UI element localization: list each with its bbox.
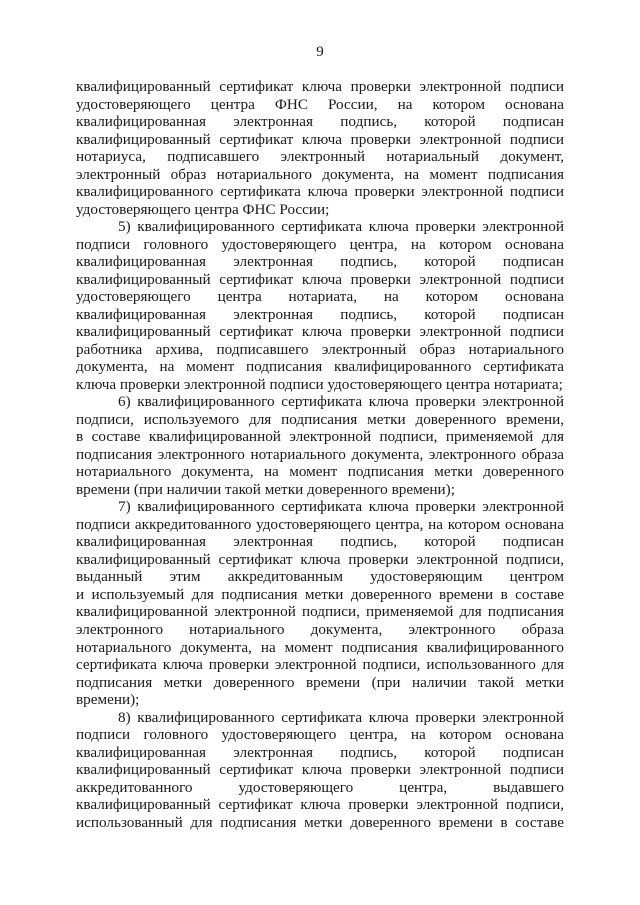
text-line: 5) квалифицированного сертификата ключа проверки электронной xyxy=(118,218,564,236)
text-line: квалифицированный сертификат ключа проверки электронной подписи xyxy=(76,78,564,95)
text-line: использованный для подписания метки доверенного времени в составе xyxy=(76,813,564,831)
text-line: удостоверяющего центра ФНС России; xyxy=(76,200,330,218)
text-line: документа, на момент подписания квалифицированного сертификата xyxy=(76,358,564,376)
text-line: квалифицированная электронная подпись, которой подписан xyxy=(76,305,564,323)
text-line: электронный образ нотариального документа, на момент подписания xyxy=(76,165,564,183)
text-line: квалифицированный сертификат ключа проверки электронной подписи, xyxy=(76,550,564,568)
text-line: подписания электронного нотариального документа, электронного образа xyxy=(76,445,564,463)
document-body xyxy=(76,78,564,831)
text-line: сертификата ключа проверки электронной подписи, использованного для xyxy=(76,656,564,674)
text-line: 6) квалифицированного сертификата ключа проверки электронной xyxy=(118,393,564,411)
text-line: подписи, используемого для подписания метки доверенного времени, xyxy=(76,410,564,428)
text-line: квалифицированная электронная подпись, которой подписан xyxy=(76,743,564,761)
text-line: времени); xyxy=(76,691,140,709)
text-line: подписи головного удостоверяющего центра, на котором основана xyxy=(76,235,564,253)
text-line: электронного нотариального документа, электронного образа xyxy=(76,620,564,638)
text-line: подписания метки доверенного времени (при наличии такой метки xyxy=(76,673,564,691)
text-line: квалифицированный сертификат ключа проверки электронной подписи, xyxy=(76,796,564,814)
text-line: и используемый для подписания метки доверенного времени в составе xyxy=(76,585,564,603)
text-line: удостоверяющего центра нотариата, на котором основана xyxy=(76,288,564,306)
text-line: в составе квалифицированной электронной подписи, применяемой для xyxy=(76,428,564,446)
text-line: квалифицированный сертификат ключа проверки электронной подписи xyxy=(76,130,564,148)
text-line: подписи аккредитованного удостоверяющего центра, на котором основана xyxy=(76,515,564,533)
text-line: квалифицированного сертификата ключа проверки электронной подписи xyxy=(76,183,564,201)
text-line: квалифицированная электронная подпись, которой подписан xyxy=(76,533,564,551)
text-line: нотариального документа, на момент подписания метки доверенного xyxy=(76,463,564,481)
text-line: выданный этим аккредитованным удостоверяющим центром xyxy=(76,568,564,586)
text-line: нотариуса, подписавшего электронный нотариальный документ, xyxy=(76,148,564,166)
text-line: аккредитованного удостоверяющего центра, выдавшего xyxy=(76,778,564,796)
text-line: квалифицированный сертификат ключа проверки электронной подписи xyxy=(76,761,564,779)
text-line: квалифицированная электронная подпись, которой подписан xyxy=(76,113,564,131)
text-line: 7) квалифицированного сертификата ключа проверки электронной xyxy=(118,498,564,516)
text-line: работника архива, подписавшего электронный образ нотариального xyxy=(76,340,564,358)
text-line: квалифицированный сертификат ключа проверки электронной подписи xyxy=(76,270,564,288)
text-line: нотариального документа, на момент подписания квалифицированного xyxy=(76,638,564,656)
text-line: ключа проверки электронной подписи удостоверяющего центра нотариата; xyxy=(76,375,563,393)
text-line: квалифицированный сертификат ключа проверки электронной подписи xyxy=(76,323,564,341)
text-line: квалифицированной электронной подписи, применяемой для подписания xyxy=(76,603,564,621)
text-line: 8) квалифицированного сертификата ключа проверки электронной xyxy=(118,708,564,726)
text-line: квалифицированная электронная подпись, которой подписан xyxy=(76,253,564,271)
text-line: подписи головного удостоверяющего центра, на котором основана xyxy=(76,726,564,744)
text-line: времени (при наличии такой метки доверенного времени); xyxy=(76,480,455,498)
page-number: 9 xyxy=(316,44,324,60)
text-line: удостоверяющего центра ФНС России, на котором основана xyxy=(76,95,564,113)
